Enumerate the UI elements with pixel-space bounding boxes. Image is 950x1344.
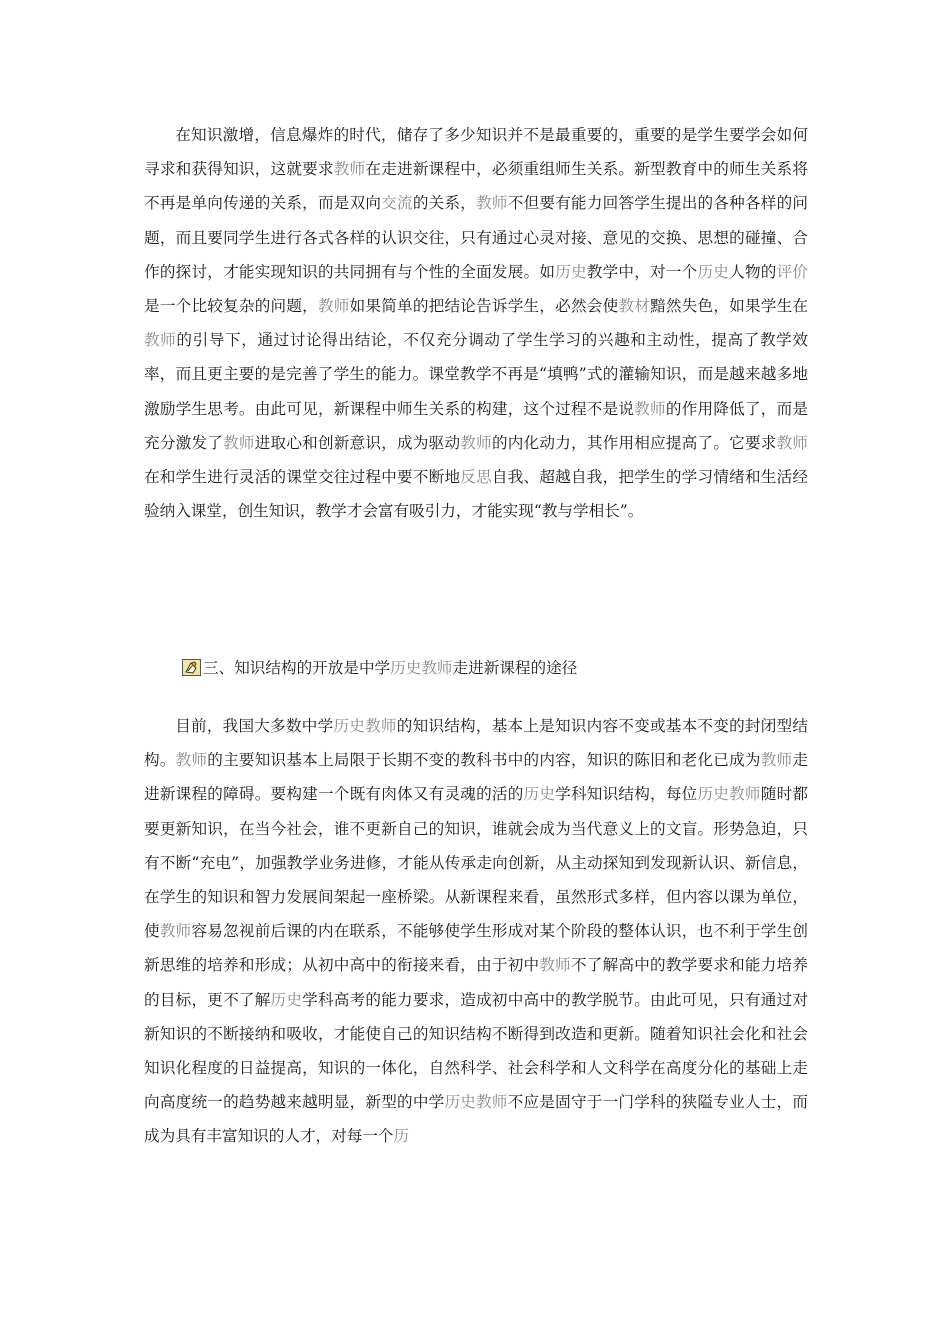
- keyword-link[interactable]: 教师: [317, 297, 350, 316]
- text-run: 容易忽视前后课的内在联系，不能够使学生形成对某个阶段的整体认识，也不利于学生创新思维的培养和形成；从初中高中的衔接来看，由于初中: [144, 922, 808, 975]
- text-run: 是一个比较复杂的问题，: [144, 297, 318, 316]
- keyword-link[interactable]: 反思: [460, 468, 492, 487]
- text-run: 不应是固守于一门学科的狭隘专业人士，而成为具有丰富知识的人才，对每一个: [144, 1093, 808, 1146]
- keyword-link[interactable]: 教材: [618, 297, 651, 316]
- text-run: 学科高考的能力要求，造成初中高中的教学脱节。由此可见，只有通过对新知识的不断接纳和吸收，才能使自己的知识结构不断得到改造和更新。随着知识社会化和社会知识化程度的日益提高，知识的一体化，自然科学、社会科学和人文科学在高度分化的基础上走向高度统一的趋势越来越明显，新型的中学: [144, 990, 808, 1112]
- keyword-link[interactable]: 教师: [144, 331, 177, 350]
- keyword-link[interactable]: 教师: [476, 194, 508, 213]
- keyword-link[interactable]: 历史: [523, 785, 556, 804]
- keyword-link[interactable]: 历史教师: [697, 785, 761, 804]
- keyword-link[interactable]: 交流: [381, 194, 413, 213]
- keyword-link[interactable]: 教师: [760, 751, 793, 770]
- keyword-link[interactable]: 历史: [555, 262, 587, 281]
- section-heading: [182, 656, 577, 680]
- text-run: 走进新课程的障碍。要构建一个既有肉体又有灵魂的活的: [144, 751, 808, 804]
- text-run: 在和学生进行灵活的课堂交往过程中要不断地: [144, 468, 461, 487]
- text-run: 人物的: [729, 262, 777, 281]
- paragraph-1: [144, 118, 808, 528]
- text-run: 随时都要更新知识，在当今社会，谁不更新自己的知识，谁就会成为当代意义上的文盲。形势急迫，只有不断“充电”，加强教学业务进修，才能从传承走向创新，从主动探知到发现新认识、新信息，在学生的知识和智力发展间架起一座桥梁。从新课程来看，虽然形式多样，但内容以课为单位，使: [144, 785, 808, 941]
- text-run: 在走进新课程中，必须重组师生关系。新型教育中的师生关系将不再是单向传递的关系，而是双向: [144, 160, 808, 213]
- text-run: 的内化动力，其作用相应提高了。它要求: [491, 433, 777, 452]
- text-run: 三、知识结构的开放是中学: [203, 659, 391, 677]
- keyword-link[interactable]: 评价: [776, 262, 808, 281]
- text-run: 不了解高中的教学要求和能力培养的目标，更不了解: [144, 956, 808, 1009]
- text-run: 的关系，: [412, 194, 477, 213]
- keyword-link[interactable]: 历史: [697, 262, 730, 281]
- text-run: 走进新课程的途径: [452, 659, 578, 677]
- section-heading-text: [203, 659, 577, 677]
- keyword-link[interactable]: 教师: [223, 433, 255, 452]
- text-run: 在知识激增，信息爆炸的时代，储存了多少知识并不是最重要的，重要的是学生要学会如何寻求和获得知识，这就要求: [144, 126, 808, 179]
- text-run: 自我、超越自我，把学生的学习情绪和生活经验纳入课堂，创生知识，教学才会富有吸引力，才能实现“教与学相长”。: [144, 468, 808, 521]
- keyword-link[interactable]: 教师: [175, 751, 208, 770]
- keyword-link[interactable]: 教师: [460, 433, 492, 452]
- text-run: 教学中，对一个: [586, 262, 698, 281]
- keyword-link[interactable]: 教师: [159, 922, 192, 941]
- text-run: 黯然失色，如果学生在: [650, 297, 808, 316]
- text-run: 目前，我国大多数中学: [175, 717, 334, 735]
- keyword-link[interactable]: 教师: [539, 956, 571, 975]
- keyword-link[interactable]: 教师: [333, 160, 366, 179]
- text-run: 的引导下，通过讨论得出结论，不仅充分调动了学生学习的兴趣和主动性，提高了教学效率，而且更主要的是完善了学生的能力。课堂教学不再是“填鸭”式的灌输知识，而是越来越多地激励学生思考。由此可见，新课程中师生关系的构建，这个过程不是说: [144, 331, 808, 418]
- keyword-link[interactable]: 历史: [270, 990, 303, 1009]
- keyword-link[interactable]: 历: [393, 1127, 410, 1146]
- text-run: 进取心和创新意识，成为驱动: [254, 433, 461, 452]
- text-run: 学科知识结构，每位: [555, 785, 698, 804]
- text-run: 的知识结构，基本上是知识内容不变或基本不变的封闭型结构。: [144, 717, 808, 770]
- keyword-link[interactable]: 历史教师: [444, 1093, 508, 1112]
- keyword-link[interactable]: 教师: [634, 399, 666, 418]
- paragraph-2: [144, 709, 808, 1154]
- text-run: 的作用降低了，而是充分激发了: [144, 399, 808, 452]
- anchor-icon[interactable]: [182, 659, 201, 676]
- keyword-link[interactable]: 教师: [776, 433, 808, 452]
- keyword-link[interactable]: 历史教师: [333, 717, 397, 735]
- keyword-link[interactable]: 历史教师: [390, 659, 453, 677]
- text-run: 如果简单的把结论告诉学生，必然会使: [349, 297, 619, 316]
- text-run: 的主要知识基本上局限于长期不变的教科书中的内容，知识的陈旧和老化已成为: [207, 751, 761, 770]
- text-run: 不但要有能力回答学生提出的各种各样的问题，而且要同学生进行各式各样的认识交往，只有通过心灵对接、意见的交换、思想的碰撞、合作的探讨，才能实现知识的共同拥有与个性的全面发展。如: [144, 194, 808, 281]
